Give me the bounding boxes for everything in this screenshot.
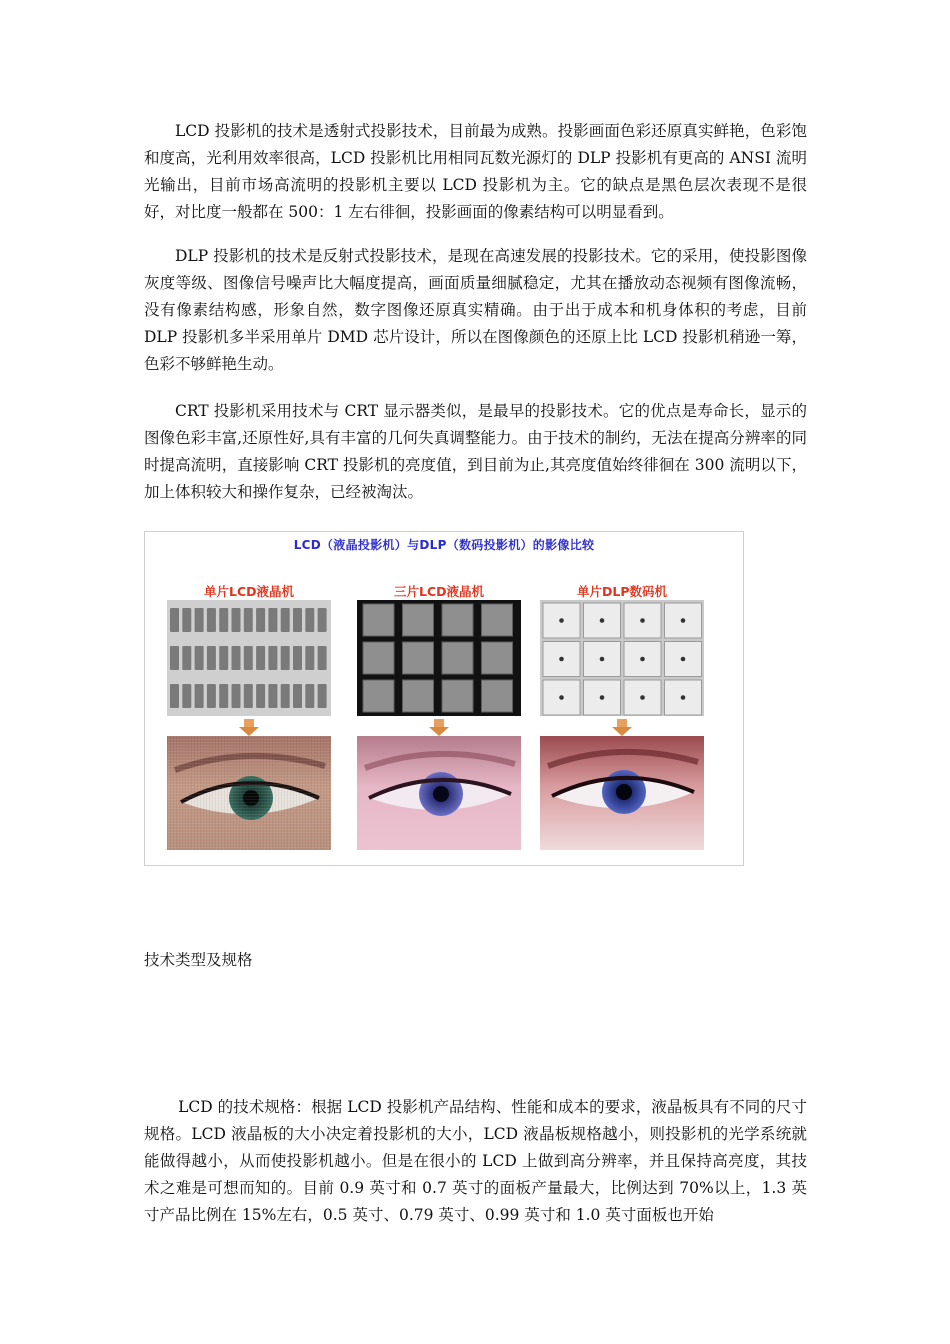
mirror-dot [600, 618, 605, 623]
pixel-cell [403, 642, 434, 674]
paragraph-crt: CRT 投影机采用技术与 CRT 显示器类似，是最早的投影技术。它的优点是寿命长，显示的图像色彩丰富,还原性好,具有丰富的几何失真调整能力。由于技术的制约，无法在提高分辨率的同时提高流明，直接影响 CRT 投影机的亮度值，到目前为止,其亮度值始终徘徊在 300 流明以下，加上体积较大和操作复杂，已经被淘汰。 [144, 402, 807, 501]
pixel-cell [195, 684, 204, 708]
pixel-cell [281, 608, 290, 632]
pixel-cell [442, 604, 473, 636]
pixel-structure-single-dlp [540, 600, 704, 716]
pixel-cell [207, 684, 216, 708]
mirror-dot [681, 657, 686, 662]
pixel-cell [244, 684, 253, 708]
column-label: 三片LCD液晶机 [393, 584, 484, 599]
pixel-cell [293, 646, 302, 670]
pixel-cell [268, 608, 277, 632]
pixel-cell [442, 680, 473, 712]
pixel-cell [305, 608, 314, 632]
comparison-figure [144, 531, 744, 866]
pixel-structure-single-lcd [167, 600, 331, 716]
column-label: 单片DLP数码机 [576, 584, 667, 599]
paragraph-lcd-specs: LCD 的技术规格：根据 LCD 投影机产品结构、性能和成本的要求，液晶板具有不同的尺寸规格。LCD 液晶板的大小决定着投影机的大小，LCD 液晶板规格越小，则投影机的光学系统就能做得越小，从而使投影机越小。但是在很小的 LCD 上做到高分辨率，并且保持高亮度，其技术之难是可想而知的。目前 0.9 英寸和 0.7 英寸的面板产量最大，比例达到 70%以上，1.3 英寸产品比例在 15%左右，0.5 英寸、0.79 英寸、0.99 英寸和 1.0 英寸面板也开始 [144, 1098, 807, 1224]
pixel-cell [403, 680, 434, 712]
column-label: 单片LCD液晶机 [203, 584, 294, 599]
pixel-cell [482, 604, 513, 636]
pixel-cell [170, 608, 179, 632]
pixel-cell [305, 646, 314, 670]
mirror-dot [640, 618, 645, 623]
pixel-cell [182, 608, 191, 632]
pixel-cell [442, 642, 473, 674]
pixel-cell [293, 684, 302, 708]
mirror-dot [559, 657, 564, 662]
pixel-cell [305, 684, 314, 708]
mirror-dot [600, 657, 605, 662]
pixel-cell [318, 608, 327, 632]
section-heading: 技术类型及规格 [144, 951, 253, 969]
eye-image-single-dlp [540, 736, 704, 850]
pixel-cell [256, 684, 265, 708]
pixel-cell [195, 608, 204, 632]
pixel-cell [207, 608, 216, 632]
pixel-cell [182, 646, 191, 670]
pixel-cell [318, 684, 327, 708]
pixel-cell [268, 646, 277, 670]
pixel-structure-three-lcd [357, 600, 521, 716]
pixel-cell [281, 646, 290, 670]
pixel-cell [170, 646, 179, 670]
pixel-cell [403, 604, 434, 636]
eye-image-single-lcd [167, 736, 331, 850]
mirror-dot [640, 657, 645, 662]
pixel-cell [363, 680, 394, 712]
pixel-cell [293, 608, 302, 632]
mirror-dot [681, 695, 686, 700]
paragraph-lcd: LCD 投影机的技术是透射式投影技术，目前最为成熟。投影画面色彩还原真实鲜艳，色彩饱和度高，光利用效率很高，LCD 投影机比用相同瓦数光源灯的 DLP 投影机有更高的 ANSI 流明光输出，目前市场高流明的投影机主要以 LCD 投影机为主。它的缺点是黑色层次表现不是很好，对比度一般都在 500：1 左右徘徊，投影画面的像素结构可以明显看到。 [144, 122, 807, 221]
mirror-dot [681, 618, 686, 623]
pixel-cell [219, 684, 228, 708]
mirror-dot [600, 695, 605, 700]
pixel-cell [482, 680, 513, 712]
mirror-dot [559, 618, 564, 623]
mirror-dot [640, 695, 645, 700]
pixel-cell [232, 684, 241, 708]
paragraph-dlp: DLP 投影机的技术是反射式投影技术，是现在高速发展的投影技术。它的采用，使投影图像灰度等级、图像信号噪声比大幅度提高，画面质量细腻稳定，尤其在播放动态视频有图像流畅，没有像素结构感，形象自然，数字图像还原真实精确。由于出于成本和机身体积的考虑，目前 DLP 投影机多半采用单片 DMD 芯片设计，所以在图像颜色的还原上比 LCD 投影机稍逊一筹，色彩不够鲜艳生动。 [144, 247, 807, 373]
pixel-cell [244, 608, 253, 632]
pixel-cell [244, 646, 253, 670]
pixel-cell [281, 684, 290, 708]
pixel-cell [170, 684, 179, 708]
pixel-cell [207, 646, 216, 670]
mirror-dot [559, 695, 564, 700]
pixel-cell [232, 608, 241, 632]
eye-image-three-lcd [357, 736, 521, 850]
pixel-cell [363, 604, 394, 636]
pixel-cell [256, 608, 265, 632]
pixel-cell [182, 684, 191, 708]
figure-title: LCD（液晶投影机）与DLP（数码投影机）的影像比较 [293, 538, 595, 552]
pixel-cell [363, 642, 394, 674]
pixel-cell [232, 646, 241, 670]
pixel-cell [195, 646, 204, 670]
pixel-cell [219, 608, 228, 632]
pixel-cell [482, 642, 513, 674]
pixel-cell [219, 646, 228, 670]
pixel-cell [318, 646, 327, 670]
pixel-cell [268, 684, 277, 708]
pixel-cell [256, 646, 265, 670]
